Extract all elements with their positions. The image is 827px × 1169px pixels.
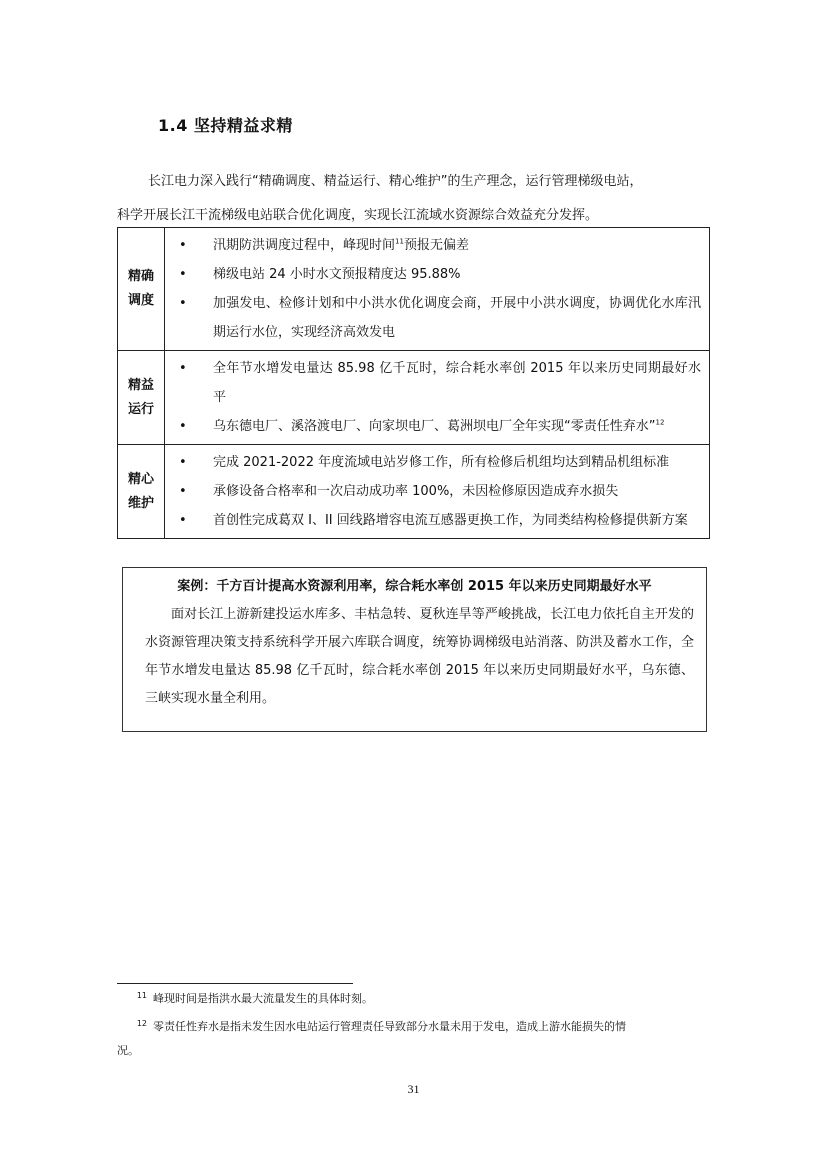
footnote-text: 零责任性弃水是指未发生因水电站运行管理责任导致部分水量未用于发电，造成上游水能损失的情 — [153, 1020, 626, 1033]
list-item: • 承修设备合格率和一次启动成功率 100%，未因检修原因造成弃水损失 — [179, 477, 701, 506]
list-item: • 全年节水增发电量达 85.98 亿千瓦时，综合耗水率创 2015 年以来历史同期最好水平 — [179, 354, 701, 412]
intro-paragraph — [117, 165, 709, 233]
footnote-text-continued: 况。 — [117, 1044, 139, 1057]
category-label: 运行 — [127, 401, 154, 417]
page-number: 31 — [407, 1082, 420, 1096]
category-label: 精心 — [127, 471, 154, 487]
table-row-precise-dispatch — [118, 228, 710, 351]
intro-line-1: 长江电力深入践行“精确调度、精益运行、精心维护”的生产理念，运行管理梯级电站， — [148, 174, 643, 189]
footnote-number: 11 — [136, 991, 147, 1000]
bullet-icon: • — [179, 419, 187, 434]
category-label: 调度 — [127, 293, 154, 308]
category-cell — [118, 228, 165, 351]
category-cell — [118, 445, 165, 539]
section-heading: 1.4 坚持精益求精 — [158, 116, 293, 135]
category-label: 维护 — [127, 495, 154, 511]
bullet-icon: • — [179, 484, 187, 499]
case-box — [122, 567, 707, 732]
items-cell — [165, 228, 710, 351]
category-cell — [118, 351, 165, 445]
case-title: 案例：千方百计提高水资源利用率，综合耗水率创 2015 年以来历史同期最好水平 — [177, 579, 652, 594]
footnote-12 — [117, 1015, 710, 1063]
practice-table — [117, 227, 710, 539]
footnote-ref: 11 — [395, 237, 404, 246]
bullet-icon: • — [179, 455, 187, 470]
table-row-careful-maintenance — [118, 445, 710, 539]
bullet-icon: • — [179, 296, 187, 311]
items-cell — [165, 351, 710, 445]
items-cell — [165, 445, 710, 539]
intro-line-2: 科学开展长江干流梯级电站联合优化调度，实现长江流域水资源综合效益充分发挥。 — [117, 208, 599, 223]
category-label: 精确 — [127, 269, 154, 284]
case-body: 面对长江上游新建投运水库多、丰枯急转、夏秋连旱等严峻挑战，长江电力依托自主开发的水资源管理决策支持系统科学开展六库联合调度，统筹协调梯级电站消落、防洪及蓄水工作，全年节水增发电量达 85.98 亿千瓦时，综合耗水率创 2015 年以来历史同期最好水平，乌东德、三峡实现水量全利用。 — [145, 607, 694, 706]
footnote-ref: 12 — [655, 418, 665, 427]
footnote-text: 峰现时间是指洪水最大流量发生的具体时刻。 — [153, 992, 373, 1005]
list-item: • 梯级电站 24 小时水文预报精度达 95.88% — [179, 260, 701, 289]
list-item: • 首创性完成葛双 I、II 回线路增容电流互感器更换工作，为同类结构检修提供新方案 — [179, 506, 701, 535]
bullet-icon: • — [179, 238, 187, 253]
bullet-icon: • — [179, 267, 187, 282]
list-item: • 完成 2021-2022 年度流域电站岁修工作，所有检修后机组均达到精品机组标准 — [179, 448, 701, 477]
footnote-divider — [117, 983, 353, 984]
bullet-icon: • — [179, 361, 187, 376]
footnote-11 — [117, 987, 710, 1011]
bullet-icon: • — [179, 513, 187, 528]
category-label: 精益 — [127, 377, 154, 393]
list-item: • 乌东德电厂、溪洛渡电厂、向家坝电厂、葛洲坝电厂全年实现“零责任性弃水”$^{12}$ — [179, 412, 701, 441]
table-row-lean-operation — [118, 351, 710, 445]
list-item: • 加强发电、检修计划和中小洪水优化调度会商，开展中小洪水调度，协调优化水库汛期运行水位，实现经济高效发电 — [179, 289, 701, 347]
list-item: • 汛期防洪调度过程中，峰现时间$^{11}$预报无偏差 — [179, 231, 701, 260]
footnote-number: 12 — [136, 1019, 147, 1028]
